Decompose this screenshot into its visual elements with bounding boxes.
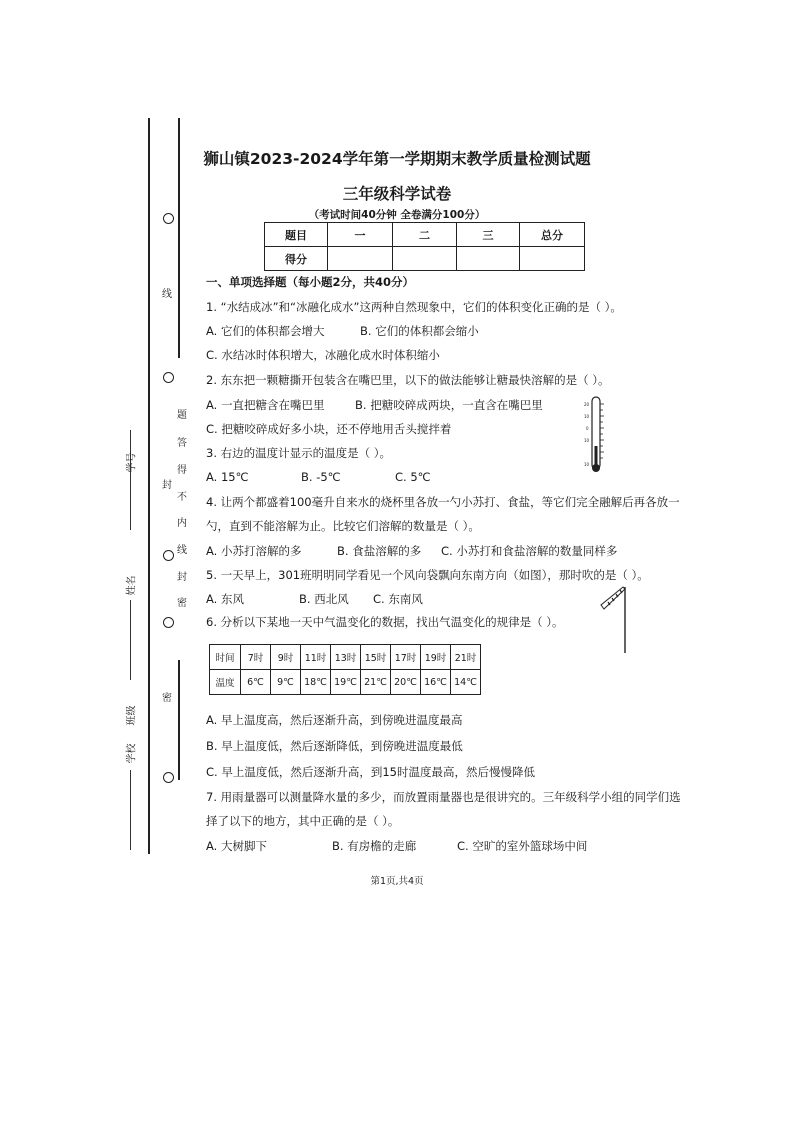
temp-table-temp-label: 温度 — [210, 670, 241, 695]
temp-table-value: 19℃ — [331, 670, 361, 695]
question-stem: 1. “水结成冰”和“冰融化成水”这两种自然现象中，它们的体积变化正确的是（ ）。 — [206, 300, 622, 314]
score-cell[interactable] — [520, 247, 585, 271]
option: C. 把糖咬碎成好多小块，还不停地用舌头搅拌着 — [206, 422, 452, 436]
temp-table-value: 18℃ — [301, 670, 331, 695]
option: C. 东南风 — [373, 592, 423, 606]
name-label: 姓名 — [126, 575, 138, 596]
seal-char: 题 — [177, 410, 187, 421]
class-label: 班级 — [126, 705, 138, 726]
exam-title: 狮山镇2023-2024学年第一学期期末教学质量检测试题 — [203, 150, 591, 168]
question-stem: 4. 让两个都盛着100毫升自来水的烧杯里各放一勺小苏打、食盐，等它们完全融解后再各放一 — [206, 495, 680, 509]
option: C. 水结冰时体积增大，冰融化成水时体积缩小 — [206, 348, 440, 362]
question-stem: 5. 一天早上，301班明明同学看见一个风向袋飘向东南方向（如图），那时吹的是（ ）。 — [206, 568, 649, 582]
temp-table-time: 7时 — [241, 645, 271, 670]
option: C. 早上温度低，然后逐渐升高，到15时温度最高，然后慢慢降低 — [206, 765, 535, 779]
exam-subtitle: 三年级科学试卷 — [342, 185, 452, 203]
windsock-figure — [598, 585, 628, 655]
seal-char: 线 — [162, 289, 172, 300]
exam-info: （考试时间40分钟 全卷满分100分） — [308, 209, 486, 221]
score-cell[interactable] — [328, 247, 393, 271]
temp-table-value: 6℃ — [241, 670, 271, 695]
score-header: 总分 — [520, 223, 585, 247]
seal-char: 不 — [177, 492, 187, 503]
temperature-table — [209, 644, 481, 695]
temp-table-time: 13时 — [331, 645, 361, 670]
temp-table-time-label: 时间 — [210, 645, 241, 670]
question-stem-cont: 勺，直到不能溶解为止。比较它们溶解的数量是（ ）。 — [206, 519, 480, 533]
question-stem: 3. 右边的温度计显示的温度是（ ）。 — [206, 446, 392, 460]
question-stem: 7. 用雨量器可以测量降水量的多少，而放置雨量器也是很讲究的。三年级科学小组的同学们选 — [206, 790, 681, 804]
score-cell[interactable] — [457, 247, 520, 271]
option: A. 东风 — [206, 592, 244, 606]
score-cell[interactable] — [393, 247, 457, 271]
temp-table-time: 15时 — [361, 645, 391, 670]
name-line — [130, 600, 131, 680]
temp-table-time: 11时 — [301, 645, 331, 670]
option: C. 小苏打和食盐溶解的数量同样多 — [441, 544, 618, 558]
temp-table-time: 9时 — [271, 645, 301, 670]
score-header: 题目 — [265, 223, 328, 247]
binding-line-inner-bottom — [178, 660, 180, 780]
temp-table-value: 20℃ — [391, 670, 421, 695]
score-header: 一 — [328, 223, 393, 247]
binding-hole — [163, 550, 174, 561]
question-stem-cont: 择了以下的地方，其中正确的是（ ）。 — [206, 814, 400, 828]
thermo-tick: 10 — [584, 438, 590, 443]
seal-char: 答 — [177, 438, 187, 449]
option: B. 它们的体积都会缩小 — [360, 324, 479, 338]
section-heading: 一、单项选择题（每小题2分，共40分） — [206, 275, 415, 289]
temp-table-value: 16℃ — [421, 670, 451, 695]
option: A. 一直把糖含在嘴巴里 — [206, 398, 325, 412]
school-label: 学校 — [126, 743, 138, 764]
page-footer: 第1页,共4页 — [370, 876, 424, 887]
seal-char: 密 — [162, 693, 172, 704]
temp-table-time: 17时 — [391, 645, 421, 670]
option: A. 早上温度高，然后逐渐升高，到傍晚进温度最高 — [206, 713, 463, 727]
seal-char: 密 — [177, 598, 187, 609]
option: A. 15℃ — [206, 470, 249, 484]
question-stem: 2. 东东把一颗糖撕开包装含在嘴巴里，以下的做法能够让糖最快溶解的是（ ）。 — [206, 373, 610, 387]
option: B. -5℃ — [301, 470, 341, 484]
option: C. 5℃ — [395, 470, 431, 484]
option: A. 小苏打溶解的多 — [206, 544, 302, 558]
binding-line-outer — [148, 118, 150, 854]
seal-char: 得 — [177, 465, 187, 476]
thermo-tick: 20 — [584, 402, 590, 407]
thermo-tick: 0 — [586, 426, 589, 431]
option: C. 空旷的室外篮球场中间 — [457, 839, 588, 853]
student-id-line — [130, 430, 131, 530]
temp-table-value: 21℃ — [361, 670, 391, 695]
seal-char: 内 — [177, 518, 187, 529]
score-table — [264, 222, 585, 271]
thermo-tick: 10 — [584, 462, 590, 467]
seal-char: 封 — [177, 572, 187, 583]
thermo-tick: 10 — [584, 414, 590, 419]
score-header: 三 — [457, 223, 520, 247]
temp-table-time: 21时 — [451, 645, 481, 670]
temp-table-value: 14℃ — [451, 670, 481, 695]
binding-hole — [163, 772, 174, 783]
option: B. 西北风 — [299, 592, 349, 606]
score-row-label: 得分 — [265, 247, 328, 271]
option: A. 它们的体积都会增大 — [206, 324, 325, 338]
option: B. 把糖咬碎成两块，一直含在嘴巴里 — [355, 398, 543, 412]
thermometer-figure — [584, 396, 608, 474]
score-header: 二 — [393, 223, 457, 247]
option: B. 食盐溶解的多 — [337, 544, 422, 558]
seal-char: 封 — [162, 480, 172, 491]
student-id-label: 学号 — [126, 452, 138, 473]
option: B. 早上温度低，然后逐渐降低，到傍晚进温度最低 — [206, 739, 463, 753]
temp-table-value: 9℃ — [271, 670, 301, 695]
question-stem: 6. 分析以下某地一天中气温变化的数据，找出气温变化的规律是（ ）。 — [206, 615, 564, 629]
option: A. 大树脚下 — [206, 839, 267, 853]
binding-hole — [163, 372, 174, 383]
temp-table-time: 19时 — [421, 645, 451, 670]
binding-hole — [163, 617, 174, 628]
option: B. 有房檐的走廊 — [332, 839, 417, 853]
seal-char: 线 — [177, 545, 187, 556]
school-line — [130, 770, 131, 850]
